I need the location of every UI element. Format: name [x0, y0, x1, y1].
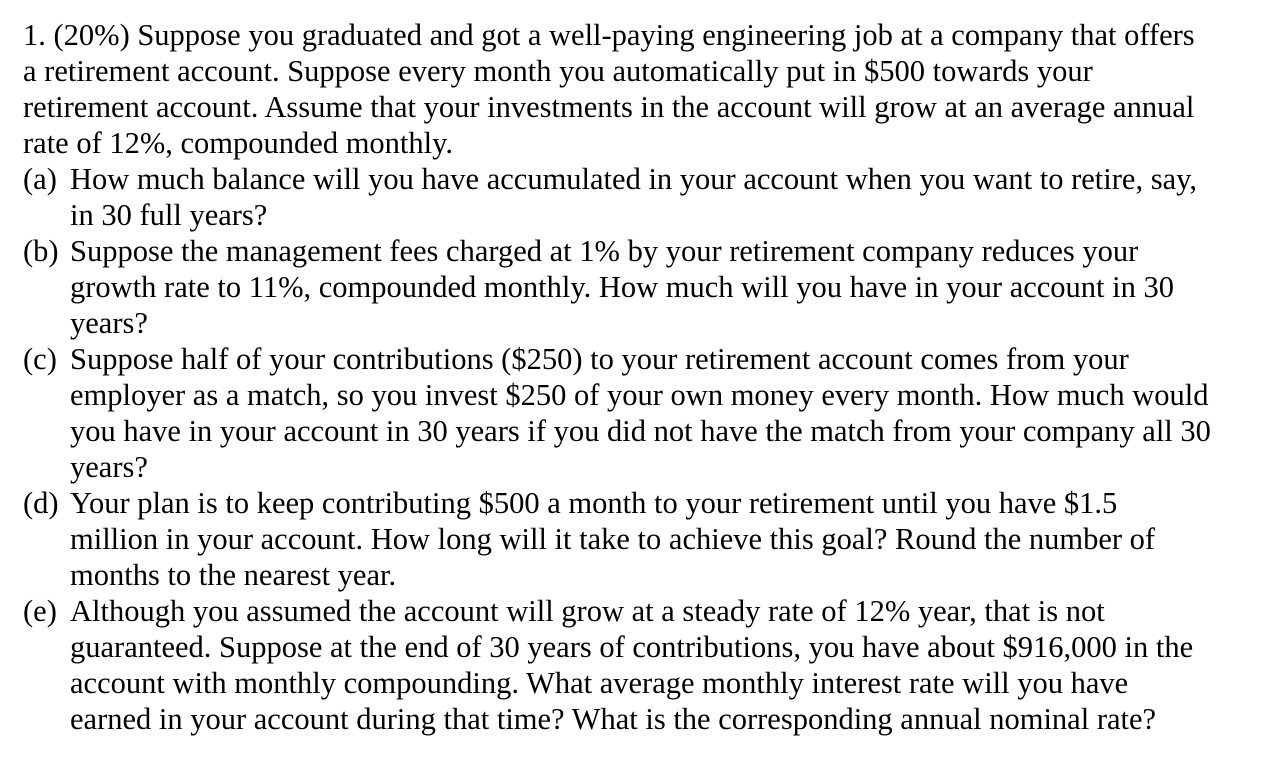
part-line: Your plan is to keep contributing $500 a month to your retirement until you have $1.5 — [70, 486, 1118, 520]
intro-line: retirement account. Assume that your investments in the account will grow at an average annual — [23, 90, 1195, 124]
problem-intro — [23, 17, 1263, 161]
part-line: earned in your account during that time? What is the corresponding annual nominal rate? — [70, 702, 1157, 736]
part-line: Suppose half of your contributions ($250) to your retirement account comes from your — [70, 342, 1129, 376]
part-label: (b) — [23, 234, 59, 268]
part-line: million in your account. How long will it take to achieve this goal? Round the number of — [70, 522, 1156, 556]
part-label: (a) — [23, 162, 57, 196]
intro-line: rate of 12%, compounded monthly. — [23, 126, 454, 160]
part-line: Although you assumed the account will grow at a steady rate of 12% year, that is not — [70, 594, 1105, 628]
part-line: years? — [70, 306, 148, 340]
part-label: (c) — [23, 342, 57, 376]
part-line: account with monthly compounding. What average monthly interest rate will you have — [70, 666, 1129, 700]
part-line: years? — [70, 450, 148, 484]
part-line: How much balance will you have accumulated in your account when you want to retire, say, — [70, 162, 1197, 196]
part-d — [23, 485, 1263, 593]
part-line: Suppose the management fees charged at 1% by your retirement company reduces your — [70, 234, 1139, 268]
part-c — [23, 341, 1263, 485]
part-line: guaranteed. Suppose at the end of 30 years of contributions, you have about $916,000 in the — [70, 630, 1194, 664]
part-line: months to the nearest year. — [70, 558, 397, 592]
problem-document — [23, 17, 1263, 737]
intro-line: a retirement account. Suppose every month you automatically put in $500 towards your — [23, 54, 1093, 88]
part-label: (d) — [23, 486, 59, 520]
part-line: growth rate to 11%, compounded monthly. How much will you have in your account in 30 — [70, 270, 1175, 304]
intro-line: 1. (20%) Suppose you graduated and got a well-paying engineering job at a company that offers — [23, 18, 1195, 52]
part-e — [23, 593, 1263, 737]
part-line: in 30 full years? — [70, 198, 268, 232]
part-line: you have in your account in 30 years if you did not have the match from your company all 30 — [70, 414, 1211, 448]
part-a — [23, 161, 1263, 233]
part-line: employer as a match, so you invest $250 of your own money every month. How much would — [70, 378, 1209, 412]
part-b — [23, 233, 1263, 341]
part-label: (e) — [23, 594, 57, 628]
